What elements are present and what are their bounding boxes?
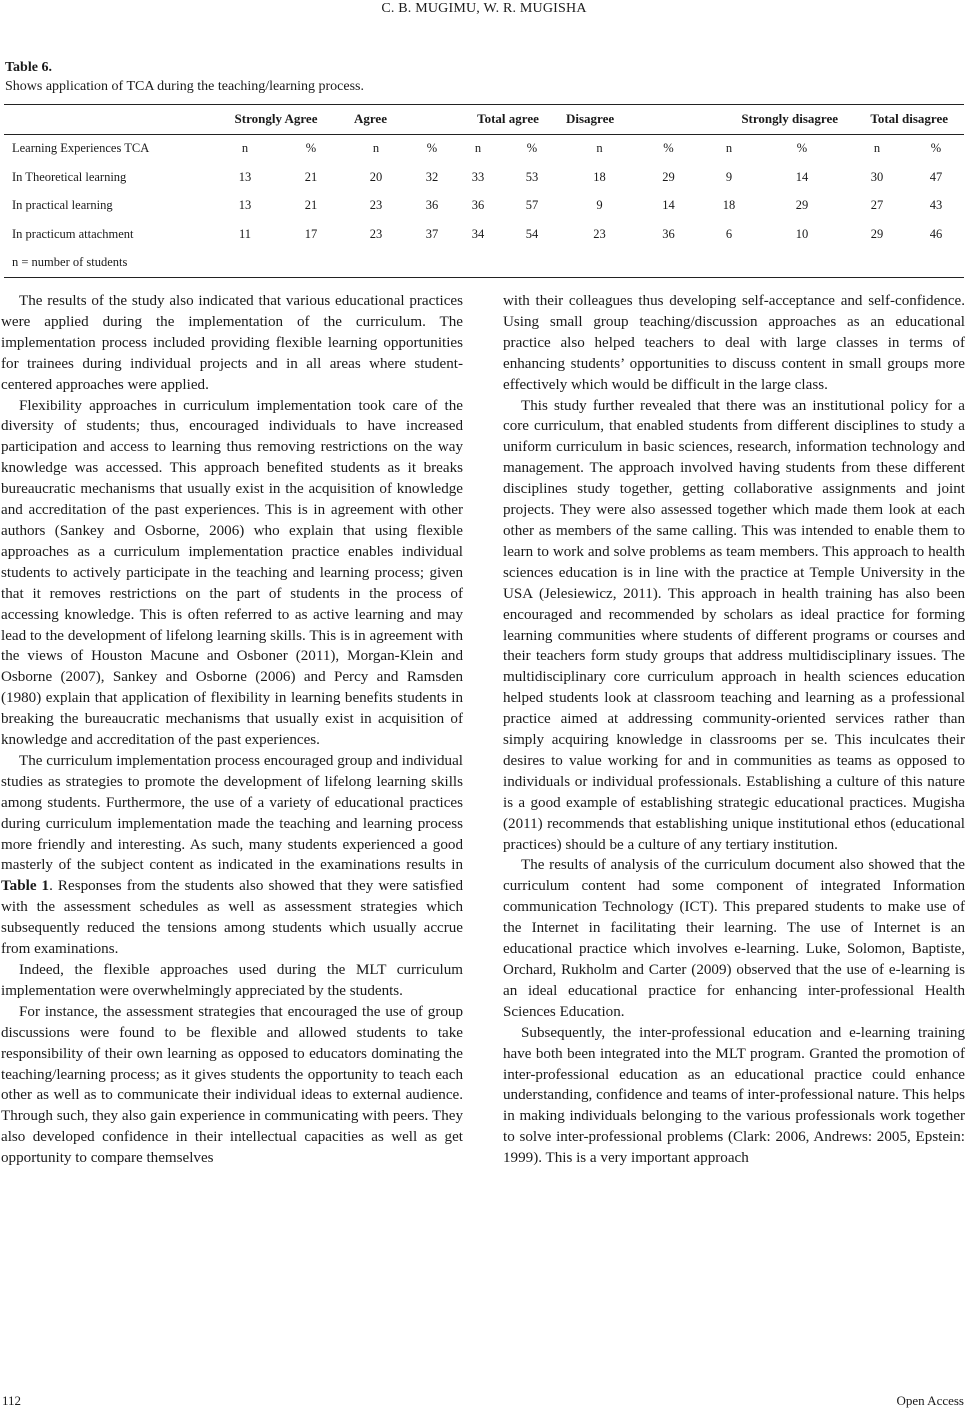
header-agree: Agree: [354, 111, 387, 127]
table-row: [4, 163, 964, 192]
table-cell: n: [725, 141, 733, 156]
table-caption: [5, 58, 364, 96]
table-cell: 54: [525, 226, 539, 241]
header-disagree: Disagree: [566, 111, 615, 127]
table-cell: 37: [425, 226, 439, 241]
table-cell: n: [241, 141, 249, 156]
paragraph: Subsequently, the inter-professional education and e-learning training have both been integrated into the MLT program. Granted the promotion of inter-professional education as an educational practice could enhance understanding, confidence and teams of inter-professional nature. This helps in making individuals belonging to the various professionals work together to solve inter-professional problems (Clark: 2006, Andrews: 2005, Epstein: 1999). This is a very important approach: [503, 1024, 965, 1167]
table-cell: 14: [662, 198, 675, 213]
header-total-agree: Total agree: [477, 111, 539, 127]
table-cell: 6: [725, 226, 733, 241]
table-cell: Learning Experiences TCA: [12, 141, 150, 156]
table-cell: 13: [238, 169, 252, 184]
table-subheader-row: [4, 134, 964, 163]
text-run: The curriculum implementation process encouraged group and individual studies as strategies to promote the development of lifelong learning skills among students. Furthermore, the use of a variety of educational practices during curriculum implementation made the teaching and learning process more friendly and interesting. As such, many students experienced a good masterly of the subject content as indicated in the examinations results in: [1, 752, 463, 874]
paragraph: Indeed, the flexible approaches used during the MLT curriculum implementation were overwhelmingly appreciated by the students.: [1, 962, 463, 999]
table-caption-text: Shows application of TCA during the teaching/learning process.: [5, 79, 365, 94]
table-cell: 21: [304, 198, 318, 213]
table-cell: 17: [304, 226, 318, 241]
paragraph: The results of the study also indicated that various educational practices were applied during the implementation of the curriculum. The implementation process included providing flexible learning opportunities for trainees during individual projects and in all areas where student-centered approaches were applied.: [1, 293, 463, 393]
table-cell: %: [796, 141, 808, 156]
text-run: . Responses from the students also showed that they were satisfied with the assessment schedules as well as assessment strategies which subsequently reduced the tensions among students which usually accrue from examinations.: [1, 878, 463, 958]
table-cell: 9: [596, 198, 603, 213]
table-cell: %: [426, 141, 438, 156]
table-cell: 36: [471, 198, 485, 213]
table-cell: 13: [238, 198, 252, 213]
table-cell: 23: [369, 198, 383, 213]
table-cell: n: [372, 141, 380, 156]
paragraph: Flexibility approaches in curriculum implementation took care of the diversity of students; thus, encouraged individuals to have increased participation and access to learning thus removing restrictions on the way knowledge was accessed. This approach benefited students as it breaks bureaucratic mechanisms that usually exist in the acquisition of knowledge and accreditation of the past experiences. This is in agreement with other authors (Sankey and Osborne, 2006) who explain that using flexible approaches as a curriculum implementation practice enables individual students to actively participate in the teaching and learning process; given that it removes restrictions on the part of students in the process of accessing knowledge. This is often referred to as active learning and may lead to the development of lifelong learning skills. This is in agreement with the views of Houston Macune and Osboner (2011), Morgan-Klein and Osborne (2007), Sankey and Osborne (2006) and Percy and Ramsden (1980) explain that application of flexibility in learning benefits students in breaking the bureaucratic mechanisms that usually exist in acquisition of knowledge and accreditation of the past experiences.: [1, 397, 463, 749]
table-cell: 47: [929, 169, 943, 184]
table-cell: 18: [593, 169, 606, 184]
table-cell: %: [930, 141, 942, 156]
paragraph: This study further revealed that there was an institutional policy for a core curriculum, that enabled students from different disciplines to study a uniform curriculum in basic sciences, research, information technology and management. The approach involved having students from these different disciplines study together, getting collaborative assignments and joint projects. They were also assessed together which made them look at each other as members of the same calling. This was intended to enable them to learn to work and solve problems as team members. This approach to health sciences education is in line with the practice at Temple University in the USA (Jelesiewicz, 2011). This approach in health training has also been encouraged and recommended by scholars as ideal practice for forming learning communities where students of different programs or courses and their teachers form study groups that address multidisciplinary issues. The multidisciplinary core curriculum approach in health sciences education helped students look at classroom teaching and learning as a professional practice aimed at addressing community-oriented services rather than simply acquiring knowledge in classrooms per se. This inculcates their desires to value working for and in communities as teams as opposed to individuals or individual professionals. Establishing a culture of this nature is a good example of establishing strategic educational practices. Mugisha (2011) recommends that establishing unique institutional ethos (educational practices) should be a culture of any tertiary institution.: [503, 397, 965, 853]
table-cell: 11: [238, 226, 252, 241]
table-row: [4, 192, 964, 221]
header-strongly-agree: Strongly Agree: [234, 111, 318, 127]
table-cell: n: [873, 141, 881, 156]
table-cell: 18: [722, 198, 736, 213]
header-total-disagree: Total disagree: [870, 111, 948, 127]
table-cell: n: [596, 141, 603, 156]
table-note: n = number of students: [12, 255, 128, 270]
table-cell: 29: [662, 169, 675, 184]
table-cell: 10: [795, 226, 809, 241]
left-column: [1, 291, 463, 1169]
table-cell: 43: [929, 198, 943, 213]
table-cell: 21: [304, 169, 318, 184]
table-cell: n: [474, 141, 482, 156]
page-number: 112: [2, 1393, 22, 1408]
publisher-label: Open Access: [896, 1393, 964, 1408]
table-row: [4, 220, 964, 249]
running-head: C. B. MUGIMU, W. R. MUGISHA: [381, 1, 587, 16]
paragraph: For instance, the assessment strategies that encouraged the use of group discussions were found to be flexible and allowed students to take responsibility of their own learning as opposed to educators dominating the teaching/learning process; as it gives students the opportunity to teach each other as well as to communicate their individual ideas to external audience. Through such, they also gain experience in communicating with peers. They also developed confidence in their intellectual capacities as well as get opportunity to compare themselves: [1, 1003, 463, 1167]
table-cell: 30: [870, 169, 884, 184]
table-cell: %: [305, 141, 317, 156]
paragraph: [1, 751, 463, 960]
table-cell: 23: [369, 226, 383, 241]
right-column: [503, 291, 965, 1169]
table-cell: 27: [870, 198, 884, 213]
table-cell: In Theoretical learning: [12, 169, 127, 184]
table-cell: In practical learning: [12, 198, 113, 213]
table-cell: 53: [525, 169, 539, 184]
table-cell: In practicum attachment: [12, 226, 134, 241]
table-label: Table 6.: [5, 60, 52, 75]
table-cell: %: [663, 141, 674, 156]
table-cell: 57: [525, 198, 539, 213]
paragraph: The results of analysis of the curriculum document also showed that the curriculum content had some component of integrated Information communication Technology (ICT). This prepared students to make use of the Internet in facilitating their learning. The use of Internet is an educational practice which involves e-learning. Luke, Solomon, Baptiste, Orchard, Rukholm and Carter (2009) observed that the use of e-learning is an ideal educational practice for enhancing inter-professional Health Sciences Education.: [503, 857, 965, 1020]
table-cell: 29: [795, 198, 809, 213]
table-cell: 20: [369, 169, 383, 184]
table-header-row: [4, 105, 964, 135]
table-cell: 46: [929, 226, 943, 241]
table-cell: 36: [425, 198, 439, 213]
table-reference: Table 1: [1, 878, 50, 895]
table-note-row: [4, 249, 964, 278]
paragraph: with their colleagues thus developing self-acceptance and self-confidence. Using small group teaching/discussion approaches as an educational practice also helped teachers to deal with large classes in terms of enhancing students’ opportunities to discuss content in small groups more effectively which would be difficult in the large class.: [503, 293, 965, 393]
table-cell: 9: [725, 169, 733, 184]
table-cell: 33: [471, 169, 485, 184]
header-strongly-disagree: Strongly disagree: [741, 111, 838, 127]
table-cell: 14: [795, 169, 809, 184]
table-cell: 36: [662, 226, 675, 241]
results-table: [4, 104, 964, 278]
table-cell: 32: [425, 169, 439, 184]
table-cell: 34: [471, 226, 485, 241]
table-cell: 23: [593, 226, 606, 241]
table-cell: %: [526, 141, 538, 156]
table-cell: 29: [870, 226, 884, 241]
header-empty: [4, 105, 210, 135]
